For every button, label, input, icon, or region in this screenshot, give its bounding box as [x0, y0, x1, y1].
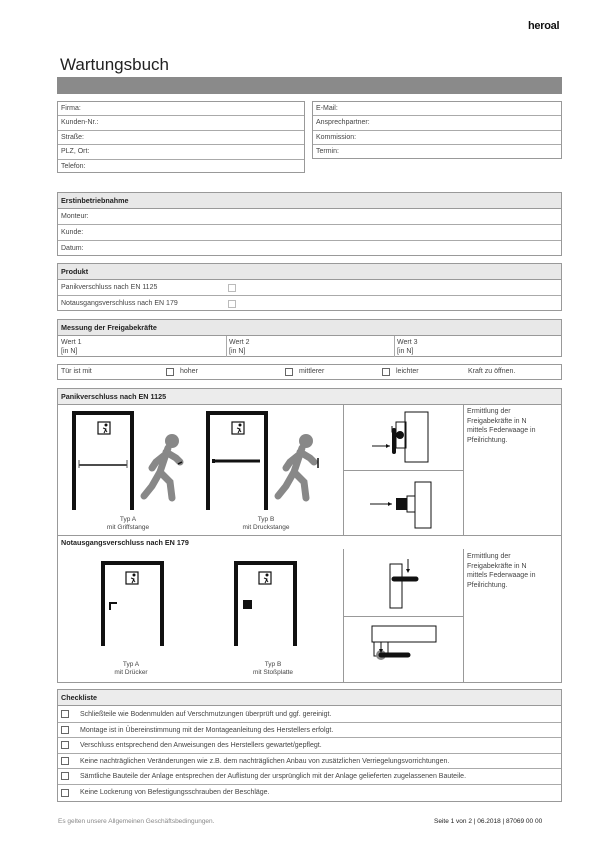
value-2-field[interactable] [229, 338, 250, 356]
checklist-item [58, 723, 561, 739]
panic-type-a-illustration [72, 410, 187, 515]
field-monteur[interactable]: Monteur: [58, 209, 561, 225]
panic-detail-bar-diagram [350, 410, 460, 466]
value-divider [226, 336, 227, 357]
customer-info-left [57, 101, 305, 173]
value-2-unit: [in N] [229, 348, 246, 355]
panic-type-b-caption [226, 516, 306, 532]
checklist-checkbox[interactable] [61, 741, 69, 749]
title-bar [57, 77, 562, 94]
force-suffix: Kraft zu öffnen. [468, 368, 516, 375]
product-section [57, 263, 562, 311]
product-emergency-label: Notausgangsverschluss nach EN 179 [61, 300, 178, 307]
product-heading: Produkt [58, 264, 561, 280]
product-emergency-checkbox[interactable] [228, 300, 236, 308]
force-light-checkbox[interactable] [382, 368, 390, 376]
force-prefix: Tür ist mit [61, 368, 92, 375]
value-1-field[interactable] [61, 338, 82, 356]
panic-note-line: Ermittlung der [467, 408, 511, 415]
emergency-note [467, 552, 535, 590]
checklist-item [58, 707, 561, 723]
field-firma[interactable]: Firma: [58, 102, 304, 116]
value-1-unit: [in N] [61, 348, 78, 355]
field-ansprechpartner[interactable]: Ansprechpartner: [313, 116, 561, 130]
panic-divider [343, 470, 463, 471]
checklist-item [58, 769, 561, 785]
field-termin[interactable]: Termin: [316, 148, 339, 156]
checklist-item-label: Keine Lockerung von Befestigungsschrauben der Beschläge. [80, 788, 270, 796]
value-divider [394, 336, 395, 357]
field-plz-ort[interactable]: PLZ, Ort: [58, 145, 304, 159]
checklist-checkbox[interactable] [61, 789, 69, 797]
force-medium-label: mittlerer [299, 368, 325, 375]
page-title: Wartungsbuch [60, 55, 169, 74]
field-email[interactable]: E-Mail: [313, 102, 561, 116]
checklist-item-label: Keine nachträglichen Veränderungen wie z.B. dem nachträglichen Anbau von zusätzlichen Verriegelungsvorrichtungen. [80, 757, 450, 765]
force-high-checkbox[interactable] [166, 368, 174, 376]
checklist-checkbox[interactable] [61, 726, 69, 734]
emergency-type-a-illustration [100, 560, 170, 650]
field-kunden-nr[interactable]: Kunden-Nr.: [58, 116, 304, 130]
force-light-label: leichter [396, 368, 419, 375]
emergency-note-line: Pfeilrichtung. [467, 581, 508, 589]
field-kommission[interactable]: Kommission: [313, 131, 561, 145]
panic-type-b-label: Typ B [257, 516, 275, 523]
emergency-divider [343, 616, 463, 617]
checklist-item-label: Sämtliche Bauteile der Anlage entsprechen der Auflistung der ursprünglich mit der Anlage gelieferten zugelassenen Bauteile. [80, 773, 467, 780]
product-panic-label: Panikverschluss nach EN 1125 [61, 284, 158, 291]
panic-heading: Panikverschluss nach EN 1125 [58, 389, 561, 405]
field-telefon[interactable]: Telefon: [61, 162, 86, 170]
value-3-field[interactable] [397, 338, 418, 356]
panic-type-a-caption [88, 516, 168, 532]
checklist-item-label: Verschluss entsprechend den Anweisungen des Herstellers gewartet/gepflegt. [80, 742, 322, 749]
emergency-note-line: Freigabekräfte in N [467, 562, 527, 570]
emergency-type-a-desc: mit Drücker [114, 669, 148, 676]
emergency-type-a-caption [91, 661, 171, 677]
customer-info-right [312, 101, 562, 159]
checklist-section [57, 689, 562, 802]
emergency-detail-lever-diagram [350, 556, 460, 614]
product-panic-checkbox[interactable] [228, 284, 236, 292]
checklist-checkbox[interactable] [61, 710, 69, 718]
checklist-item [58, 738, 561, 754]
checklist-item [58, 754, 561, 770]
panic-type-b-desc: mit Druckstange [242, 524, 290, 531]
emergency-type-b-caption [233, 661, 313, 677]
force-high-label: hoher [180, 368, 198, 375]
product-panic-row [58, 280, 561, 296]
checklist-item-label: Schließteile wie Bodenmulden auf Verschmutzungen überprüft und ggf. gereinigt. [80, 711, 332, 718]
commissioning-heading: Erstinbetriebnahme [58, 193, 561, 209]
brand-logo: heroal [528, 20, 560, 32]
emergency-divider [463, 549, 464, 683]
checklist-checkbox[interactable] [61, 772, 69, 780]
emergency-type-a-label: Typ A [122, 661, 140, 668]
force-row [57, 364, 562, 380]
commissioning-section [57, 192, 562, 256]
measurement-heading: Messung der Freigabekräfte [58, 320, 561, 336]
checklist-checkbox[interactable] [61, 757, 69, 765]
product-emergency-row [58, 296, 561, 312]
checklist-item [58, 785, 561, 802]
emergency-type-b-desc: mit Stoßplatte [252, 669, 294, 676]
footer-terms: Es gelten unsere Allgemeinen Geschäftsbedingungen. [58, 818, 215, 825]
emergency-type-b-illustration [233, 560, 303, 650]
emergency-type-b-label: Typ B [264, 661, 282, 668]
field-strasse[interactable]: Straße: [58, 131, 304, 145]
checklist-item-label: Montage ist in Übereinstimmung mit der Montageanleitung des Herstellers erfolgt. [80, 726, 334, 734]
panic-type-a-desc: mit Griffstange [106, 524, 150, 531]
panic-detail-push-diagram [350, 476, 460, 532]
emergency-note-line: mittels Federwaage in [467, 572, 536, 579]
field-kunde[interactable]: Kunde: [58, 225, 561, 241]
value-3-label: Wert 3 [397, 339, 418, 346]
emergency-heading: Notausgangsverschluss nach EN 179 [58, 536, 561, 550]
panic-note-line: Freigabekräfte in N [467, 417, 527, 425]
panic-note-line: mittels Federwaage in [467, 427, 536, 434]
panic-divider [463, 404, 464, 536]
emergency-note-line: Ermittlung der [467, 553, 511, 560]
panic-type-a-label: Typ A [119, 516, 137, 523]
value-3-unit: [in N] [397, 348, 414, 355]
checklist-heading: Checkliste [58, 690, 561, 706]
emergency-detail-lever-top-diagram [350, 620, 460, 672]
force-medium-checkbox[interactable] [285, 368, 293, 376]
footer-page-info: Seite 1 von 2 | 06.2018 | 87069 00 00 [434, 818, 543, 825]
field-datum[interactable]: Datum: [61, 245, 84, 252]
value-2-label: Wert 2 [229, 339, 250, 346]
measurement-section [57, 319, 562, 357]
panic-type-b-illustration [206, 410, 331, 515]
panic-note-line: Pfeilrichtung. [467, 436, 508, 444]
panic-note [467, 407, 535, 445]
value-1-label: Wert 1 [61, 339, 82, 346]
